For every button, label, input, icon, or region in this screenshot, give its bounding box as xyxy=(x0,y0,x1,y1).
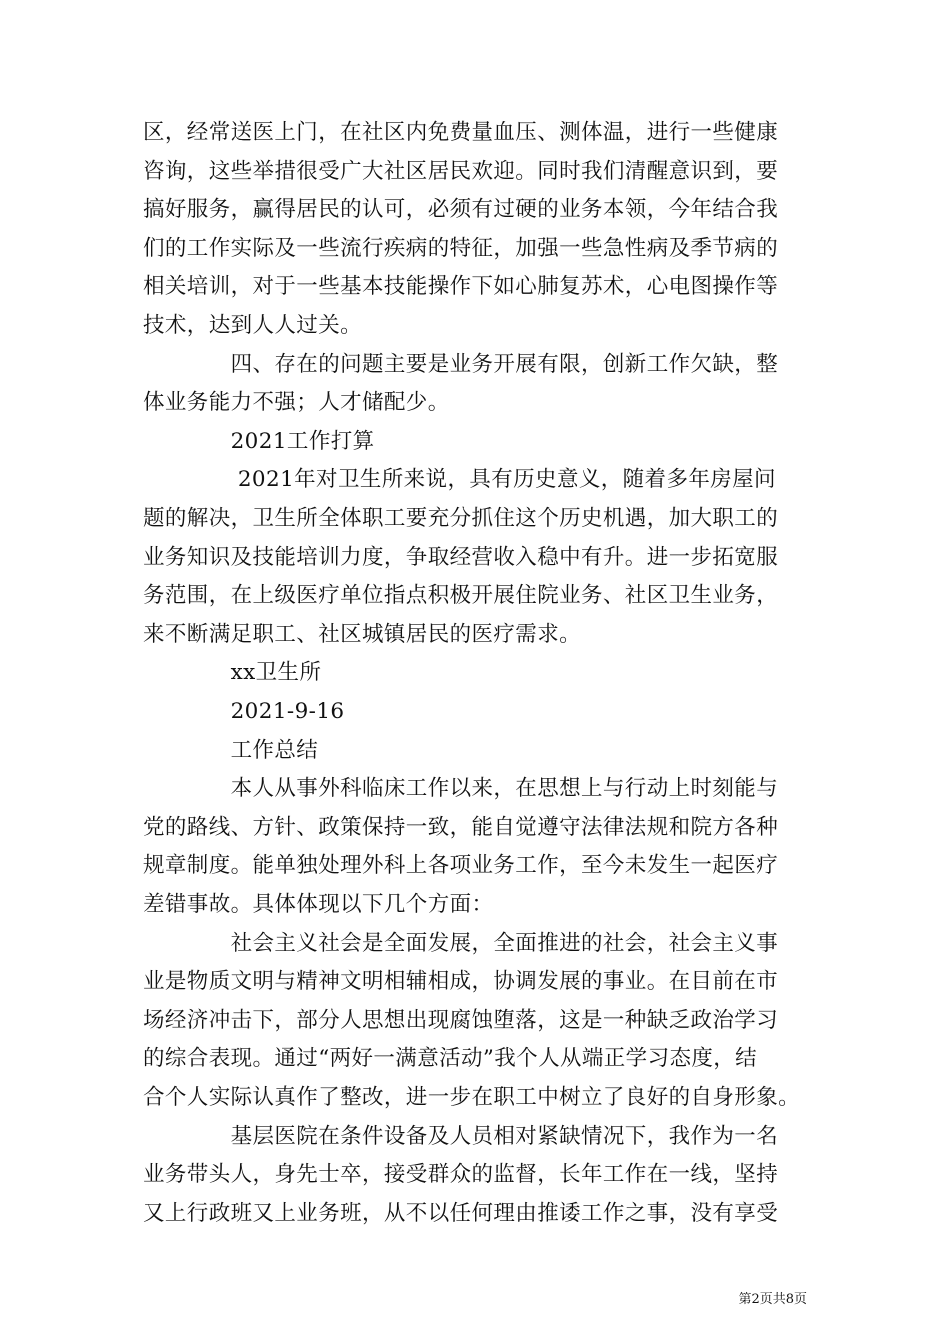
text-line: 工作总结 xyxy=(143,737,319,763)
text-line: 本人从事外科临床工作以来，在思想上与行动上时刻能与 xyxy=(143,776,779,802)
text-line: 业务带头人，身先士卒，接受群众的监督，长年工作在一线，坚持 xyxy=(143,1162,779,1188)
text-line: 2021年对卫生所来说，具有历史意义，随着多年房屋问 xyxy=(143,467,776,493)
text-line: 务范围，在上级医疗单位指点积极开展住院业务、社区卫生业务， xyxy=(143,583,779,609)
text-line: 来不断满足职工、社区城镇居民的医疗需求。 xyxy=(143,621,582,647)
text-line: 2021工作打算 xyxy=(143,428,375,454)
page-number-footer: 第2页共8页 xyxy=(738,1292,807,1307)
text-line: xx卫生所 xyxy=(143,660,322,686)
text-line: 的综合表现。通过“两好一满意活动”我个人从端正学习态度，结 xyxy=(143,1046,758,1072)
text-line: 合个人实际认真作了整改，进一步在职工中树立了良好的自身形象。 xyxy=(143,1085,801,1110)
text-line: 场经济冲击下，部分人思想出现腐蚀堕落，这是一种缺乏政治学习 xyxy=(143,1007,779,1033)
text-line: 区，经常送医上门，在社区内免费量血压、测体温，进行一些健康 xyxy=(143,120,779,145)
text-line: 差错事故。具体体现以下几个方面： xyxy=(143,892,494,917)
text-line: 2021-9-16 xyxy=(143,699,345,724)
text-line: 基层医院在条件设备及人员相对紧缺情况下，我作为一名 xyxy=(143,1123,779,1149)
text-line: 党的路线、方针、政策保持一致，能自觉遵守法律法规和院方各种 xyxy=(143,814,779,840)
text-line: 题的解决，卫生所全体职工要充分抓住这个历史机遇，加大职工的 xyxy=(143,506,779,531)
text-line: 技术，达到人人过关。 xyxy=(143,313,363,338)
text-line: 业是物质文明与精神文明相辅相成，协调发展的事业。在目前在市 xyxy=(143,969,779,995)
text-line: 业务知识及技能培训力度，争取经营收入稳中有升。进一步拓宽服 xyxy=(143,544,779,570)
text-line: 们的工作实际及一些流行疾病的特征，加强一些急性病及季节病的 xyxy=(143,235,779,261)
text-line: 体业务能力不强；人才储配少。 xyxy=(143,390,450,416)
text-line: 搞好服务，赢得居民的认可，必须有过硬的业务本领，今年结合我 xyxy=(143,197,779,223)
text-line: 规章制度。能单独处理外科上各项业务工作，至今未发生一起医疗 xyxy=(143,853,779,879)
text-line: 相关培训，对于一些基本技能操作下如心肺复苏术，心电图操作等 xyxy=(143,274,779,300)
text-line: 四、存在的问题主要是业务开展有限，创新工作欠缺，整 xyxy=(143,351,779,377)
text-line: 咨询，这些举措很受广大社区居民欢迎。同时我们清醒意识到，要 xyxy=(143,158,779,184)
text-line: 社会主义社会是全面发展，全面推进的社会，社会主义事 xyxy=(143,930,779,956)
text-line: 又上行政班又上业务班，从不以任何理由推诿工作之事，没有享受 xyxy=(143,1200,779,1226)
